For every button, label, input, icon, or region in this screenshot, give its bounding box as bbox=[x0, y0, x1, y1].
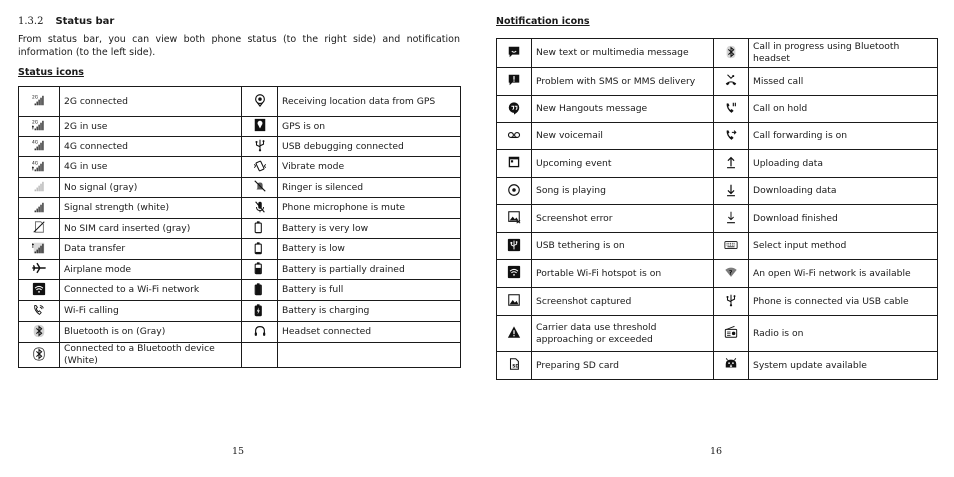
section-heading bbox=[18, 16, 114, 27]
table-row bbox=[19, 343, 461, 368]
label-cell: 2G connected bbox=[60, 87, 242, 117]
battery-very-low-icon bbox=[252, 219, 268, 235]
mic-mute-icon bbox=[252, 199, 268, 215]
headset-icon bbox=[252, 323, 268, 339]
label-cell: Select input method bbox=[749, 233, 938, 260]
label-cell: Carrier data use threshold approaching or exceeded bbox=[532, 316, 714, 352]
table-row bbox=[497, 288, 938, 316]
4g-in-use-icon bbox=[31, 158, 47, 174]
label-cell: Ringer is silenced bbox=[278, 178, 461, 198]
icon-cell bbox=[497, 68, 532, 96]
icon-cell bbox=[497, 205, 532, 233]
icon-cell bbox=[242, 178, 278, 198]
icon-cell bbox=[19, 301, 60, 322]
icon-cell bbox=[19, 219, 60, 239]
label-cell: 2G in use bbox=[60, 117, 242, 137]
label-cell: New text or multimedia message bbox=[532, 39, 714, 68]
label-cell: Bluetooth is on (Gray) bbox=[60, 322, 242, 343]
icon-cell bbox=[714, 178, 749, 205]
hangouts-icon bbox=[506, 100, 522, 116]
icon-cell bbox=[242, 301, 278, 322]
label-cell: Song is playing bbox=[532, 178, 714, 205]
usb-tethering-icon bbox=[506, 237, 522, 253]
icon-cell bbox=[19, 239, 60, 260]
icon-cell bbox=[714, 260, 749, 288]
icon-cell bbox=[19, 280, 60, 301]
table-row bbox=[497, 123, 938, 150]
ringer-silenced-icon bbox=[252, 178, 268, 194]
calendar-icon bbox=[506, 154, 522, 170]
svg-text:4G: 4G bbox=[32, 140, 39, 146]
airplane-icon bbox=[31, 260, 47, 276]
icon-cell bbox=[497, 233, 532, 260]
label-cell: Call on hold bbox=[749, 96, 938, 123]
keyboard-icon bbox=[723, 237, 739, 253]
table-row bbox=[19, 87, 461, 117]
status-icons-heading: Status icons bbox=[18, 67, 84, 78]
download-icon bbox=[723, 182, 739, 198]
table-row bbox=[19, 280, 461, 301]
left-page bbox=[18, 0, 460, 477]
table-row bbox=[497, 68, 938, 96]
label-cell: Battery is very low bbox=[278, 219, 461, 239]
icon-cell bbox=[714, 96, 749, 123]
icon-cell bbox=[242, 157, 278, 178]
icon-cell bbox=[242, 137, 278, 157]
icon-cell bbox=[714, 233, 749, 260]
icon-cell bbox=[19, 260, 60, 280]
vibrate-icon bbox=[252, 158, 268, 174]
2g-in-use-icon bbox=[31, 117, 47, 133]
warning-icon bbox=[506, 324, 522, 340]
label-cell: Phone is connected via USB cable bbox=[749, 288, 938, 316]
label-cell: Uploading data bbox=[749, 150, 938, 178]
label-cell: Signal strength (white) bbox=[60, 198, 242, 219]
signal-strength-icon bbox=[31, 199, 47, 215]
right-page bbox=[496, 0, 937, 477]
message-icon bbox=[506, 44, 522, 60]
label-cell: An open Wi-Fi network is available bbox=[749, 260, 938, 288]
bluetooth-call-icon bbox=[723, 44, 739, 60]
label-cell: Call forwarding is on bbox=[749, 123, 938, 150]
icon-cell bbox=[714, 123, 749, 150]
table-row bbox=[497, 150, 938, 178]
table-row bbox=[19, 198, 461, 219]
label-cell: Downloading data bbox=[749, 178, 938, 205]
bluetooth-gray-icon bbox=[31, 323, 47, 339]
icon-cell bbox=[497, 260, 532, 288]
label-cell: No signal (gray) bbox=[60, 178, 242, 198]
label-cell: 4G connected bbox=[60, 137, 242, 157]
gps-on-icon bbox=[252, 117, 268, 133]
icon-cell bbox=[19, 117, 60, 137]
wifi-connected-icon bbox=[31, 281, 47, 297]
label-cell: Problem with SMS or MMS delivery bbox=[532, 68, 714, 96]
notification-icons-heading: Notification icons bbox=[496, 16, 590, 27]
table-row bbox=[19, 178, 461, 198]
label-cell: Battery is full bbox=[278, 280, 461, 301]
icon-cell bbox=[497, 178, 532, 205]
table-row bbox=[19, 322, 461, 343]
icon-cell bbox=[497, 150, 532, 178]
label-cell: Screenshot captured bbox=[532, 288, 714, 316]
label-cell: Call in progress using Bluetooth headset bbox=[749, 39, 938, 68]
label-cell bbox=[278, 343, 461, 368]
usb-cable-icon bbox=[723, 292, 739, 308]
label-cell: Airplane mode bbox=[60, 260, 242, 280]
table-row bbox=[497, 316, 938, 352]
icon-cell bbox=[714, 68, 749, 96]
icon-cell bbox=[242, 87, 278, 117]
section-number: 1.3.2 bbox=[18, 16, 44, 27]
call-forward-icon bbox=[723, 127, 739, 143]
table-row bbox=[497, 96, 938, 123]
icon-cell bbox=[242, 260, 278, 280]
label-cell: Screenshot error bbox=[532, 205, 714, 233]
svg-text:4G: 4G bbox=[32, 160, 39, 166]
usb-icon bbox=[252, 137, 268, 153]
icon-cell bbox=[242, 117, 278, 137]
icon-cell bbox=[19, 322, 60, 343]
table-row bbox=[497, 205, 938, 233]
label-cell: Battery is partially drained bbox=[278, 260, 461, 280]
system-update-icon bbox=[723, 356, 739, 372]
call-hold-icon bbox=[723, 100, 739, 116]
table-row bbox=[19, 260, 461, 280]
label-cell: Battery is charging bbox=[278, 301, 461, 322]
label-cell: GPS is on bbox=[278, 117, 461, 137]
icon-cell bbox=[242, 198, 278, 219]
screenshot-error-icon bbox=[506, 209, 522, 225]
table-row bbox=[497, 233, 938, 260]
missed-call-icon bbox=[723, 72, 739, 88]
icon-cell bbox=[497, 96, 532, 123]
wifi-hotspot-icon bbox=[506, 264, 522, 280]
table-row bbox=[19, 239, 461, 260]
2g-connected-icon bbox=[31, 92, 47, 108]
wifi-calling-icon bbox=[31, 302, 47, 318]
icon-cell bbox=[497, 352, 532, 380]
icon-cell bbox=[242, 280, 278, 301]
table-row bbox=[19, 137, 461, 157]
battery-charging-icon bbox=[252, 302, 268, 318]
label-cell: Preparing SD card bbox=[532, 352, 714, 380]
icon-cell bbox=[242, 219, 278, 239]
icon-cell bbox=[714, 150, 749, 178]
screenshot-icon bbox=[506, 292, 522, 308]
page-number: 15 bbox=[232, 446, 245, 457]
no-signal-icon bbox=[31, 178, 47, 194]
sd-card-icon bbox=[506, 356, 522, 372]
table-row bbox=[497, 352, 938, 380]
icon-cell bbox=[19, 157, 60, 178]
upload-icon bbox=[723, 154, 739, 170]
battery-low-icon bbox=[252, 240, 268, 256]
label-cell: USB tethering is on bbox=[532, 233, 714, 260]
svg-text:2G: 2G bbox=[32, 95, 39, 101]
battery-partial-icon bbox=[252, 260, 268, 276]
icon-cell bbox=[714, 352, 749, 380]
icon-cell bbox=[19, 198, 60, 219]
icon-cell bbox=[19, 178, 60, 198]
table-row bbox=[497, 39, 938, 68]
label-cell: Headset connected bbox=[278, 322, 461, 343]
svg-text:2G: 2G bbox=[32, 120, 39, 126]
notification-icons-table bbox=[496, 38, 938, 380]
icon-cell bbox=[19, 137, 60, 157]
table-row bbox=[19, 219, 461, 239]
label-cell: System update available bbox=[749, 352, 938, 380]
bluetooth-white-icon bbox=[31, 346, 47, 362]
table-row bbox=[19, 157, 461, 178]
section-title: Status bar bbox=[55, 16, 115, 27]
label-cell: Vibrate mode bbox=[278, 157, 461, 178]
icon-cell bbox=[242, 343, 278, 368]
icon-cell bbox=[497, 123, 532, 150]
label-cell: Radio is on bbox=[749, 316, 938, 352]
svg-text:?: ? bbox=[728, 269, 733, 277]
icon-cell bbox=[19, 343, 60, 368]
4g-connected-icon bbox=[31, 137, 47, 153]
label-cell: Data transfer bbox=[60, 239, 242, 260]
svg-text:SD: SD bbox=[512, 364, 520, 370]
icon-cell bbox=[714, 39, 749, 68]
label-cell: No SIM card inserted (gray) bbox=[60, 219, 242, 239]
intro-paragraph: From status bar, you can view both phone status (to the right side) and notification information (to the left side). bbox=[18, 34, 460, 58]
icon-cell bbox=[497, 39, 532, 68]
label-cell: Connected to a Wi-Fi network bbox=[60, 280, 242, 301]
label-cell: Connected to a Bluetooth device (White) bbox=[60, 343, 242, 368]
no-sim-icon bbox=[31, 219, 47, 235]
icon-cell bbox=[242, 239, 278, 260]
table-row bbox=[497, 178, 938, 205]
icon-cell bbox=[714, 316, 749, 352]
song-playing-icon bbox=[506, 182, 522, 198]
label-cell: New Hangouts message bbox=[532, 96, 714, 123]
icon-cell bbox=[714, 205, 749, 233]
location-icon bbox=[252, 92, 268, 108]
data-transfer-icon bbox=[31, 240, 47, 256]
battery-full-icon bbox=[252, 281, 268, 297]
open-wifi-icon bbox=[723, 264, 739, 280]
icon-cell bbox=[497, 288, 532, 316]
label-cell: 4G in use bbox=[60, 157, 242, 178]
table-row bbox=[19, 301, 461, 322]
label-cell: New voicemail bbox=[532, 123, 714, 150]
icon-cell bbox=[714, 288, 749, 316]
icon-cell bbox=[497, 316, 532, 352]
status-icons-table bbox=[18, 86, 461, 368]
radio-icon bbox=[723, 324, 739, 340]
icon-cell bbox=[242, 322, 278, 343]
label-cell: Missed call bbox=[749, 68, 938, 96]
label-cell: Upcoming event bbox=[532, 150, 714, 178]
download-finished-icon bbox=[723, 209, 739, 225]
label-cell: Phone microphone is mute bbox=[278, 198, 461, 219]
table-row bbox=[497, 260, 938, 288]
label-cell: Battery is low bbox=[278, 239, 461, 260]
page-number: 16 bbox=[710, 446, 723, 457]
alert-message-icon bbox=[506, 72, 522, 88]
table-row bbox=[19, 117, 461, 137]
label-cell: USB debugging connected bbox=[278, 137, 461, 157]
voicemail-icon bbox=[506, 127, 522, 143]
label-cell: Receiving location data from GPS bbox=[278, 87, 461, 117]
label-cell: Download finished bbox=[749, 205, 938, 233]
label-cell: Portable Wi-Fi hotspot is on bbox=[532, 260, 714, 288]
icon-cell bbox=[19, 87, 60, 117]
label-cell: Wi-Fi calling bbox=[60, 301, 242, 322]
